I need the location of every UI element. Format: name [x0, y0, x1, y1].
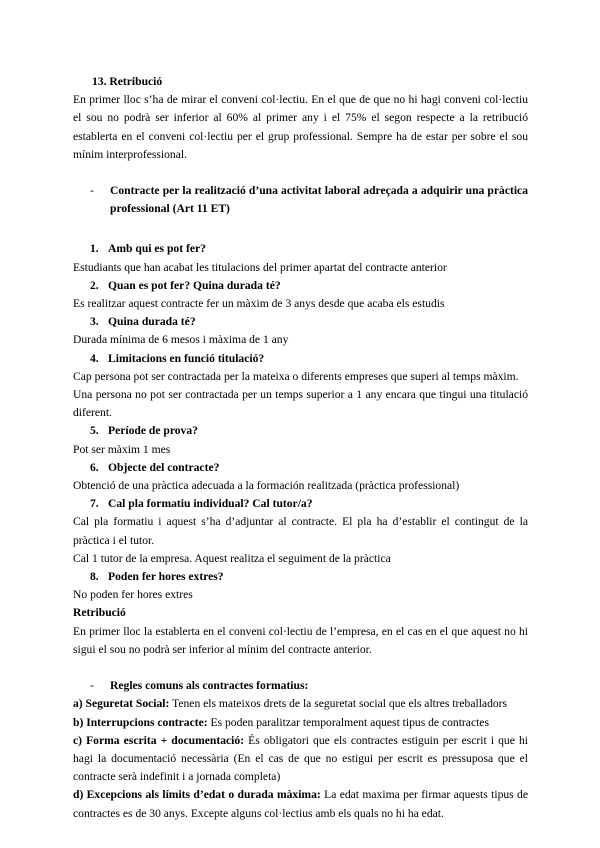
regla-b: b) Interrupcions contracte: Es poden paralitzar temporalment aquest tipus de contractes [73, 715, 489, 729]
section-13-heading: 13. Retribució [92, 75, 163, 88]
question-7: 7. Cal pla formatiu individual? Cal tutor/a? [90, 497, 313, 511]
answer-7b: Cal 1 tutor de la empresa. Aquest realitza el seguiment de la pràctica [73, 551, 391, 565]
question-7-text: Cal pla formatiu individual? Cal tutor/a? [108, 497, 313, 511]
regla-a: a) Seguretat Social: Tenen els mateixos drets de la seguretat social que els altres treballadors [73, 697, 508, 711]
answer-2: Es realitzar aquest contracte fer un màxim de 3 anys desde que acaba els estudis [73, 297, 445, 311]
answer-1: Estudiants que han acabat les titulacions del primer apartat del contracte anterior [73, 260, 447, 274]
answer-7a: Cal pla formatiu i aquest s’ha d’adjuntar al contracte. El pla ha d’establir el contingut de la pràctica i el tutor. [73, 515, 528, 547]
answer-5: Pot ser màxim 1 mes [73, 442, 171, 456]
question-2: 2. Quan es pot fer? Quina durada té? [90, 278, 281, 292]
question-3-text: Quina durada té? [108, 315, 196, 329]
regla-d: d) Excepcions als límits d’edat o durada màxima: La edat maxima per firmar aquests tipus de contractes es de 30 anys. Excepte alguns col·lectius amb els quals no hi ha edat. [73, 788, 528, 820]
answer-6: Obtenció de una pràctica adecuada a la formación realitzada (pràctica professional) [73, 479, 460, 493]
retribucio-body: En primer lloc la establerta en el conveni col·lectiu de l’empresa, en el cas en el que aquest no hi sigui el sou no podrà ser inferior al mínim del contracte anterior. [73, 624, 528, 656]
practica-title-text: Contracte per la realització d’una activitat laboral adreçada a adquirir una pràctica professional (Art 11 ET) [110, 184, 528, 216]
question-6-text: Objecte del contracte? [108, 460, 220, 474]
regles-title [73, 677, 528, 695]
answer-4a: Cap persona pot ser contractada per la mateixa o diferents empreses que superi al temps màxim. [73, 369, 519, 383]
question-1: 1. Amb qui es pot fer? [90, 242, 206, 256]
practica-title [73, 182, 528, 218]
dash-bullet: - [90, 184, 94, 198]
question-5: 5. Període de prova? [90, 424, 198, 438]
question-3: 3. Quina durada té? [90, 315, 196, 329]
answer-8: No poden fer hores extres [73, 588, 193, 602]
answer-3: Durada mínima de 6 mesos i màxima de 1 any [73, 333, 289, 347]
section-13-body: En primer lloc s’ha de mirar el conveni col·lectiu. En el que de que no hi hagi conveni col·lectiu el sou no podrà ser inferior al 60% al primer any i el 75% el segon respecte a la retribució establerta en el conveni col·lectiu per el grup professional. Sempre ha de estar per sobre el sou mínim interprofessional. [73, 93, 528, 161]
question-2-text: Quan es pot fer? Quina durada té? [108, 278, 281, 292]
question-5-text: Període de prova? [108, 424, 198, 438]
question-8-text: Poden fer hores extres? [108, 570, 224, 584]
dash-bullet: - [90, 679, 94, 693]
question-6: 6. Objecte del contracte? [90, 460, 220, 474]
regla-c: c) Forma escrita + documentació: És obligatori que els contractes estiguin per escrit i que hi hagi la documentació necessària (En el cas de que no estigui per escrit es pressuposa que el contracte serà indefinit i a jornada completa) [73, 733, 528, 784]
regles-title-text: Regles comuns als contractes formatius: [110, 679, 309, 693]
retribucio-heading: Retribució [73, 606, 126, 620]
question-1-text: Amb qui es pot fer? [108, 242, 206, 256]
question-4-text: Limitacions en funció titulació? [108, 351, 265, 365]
question-8: 8. Poden fer hores extres? [90, 570, 224, 584]
document-content [73, 73, 528, 823]
question-4: 4. Limitacions en funció titulació? [90, 351, 265, 365]
answer-4b: Una persona no pot ser contractada per un temps superior a 1 any encara que tingui una titulació diferent. [73, 388, 528, 420]
